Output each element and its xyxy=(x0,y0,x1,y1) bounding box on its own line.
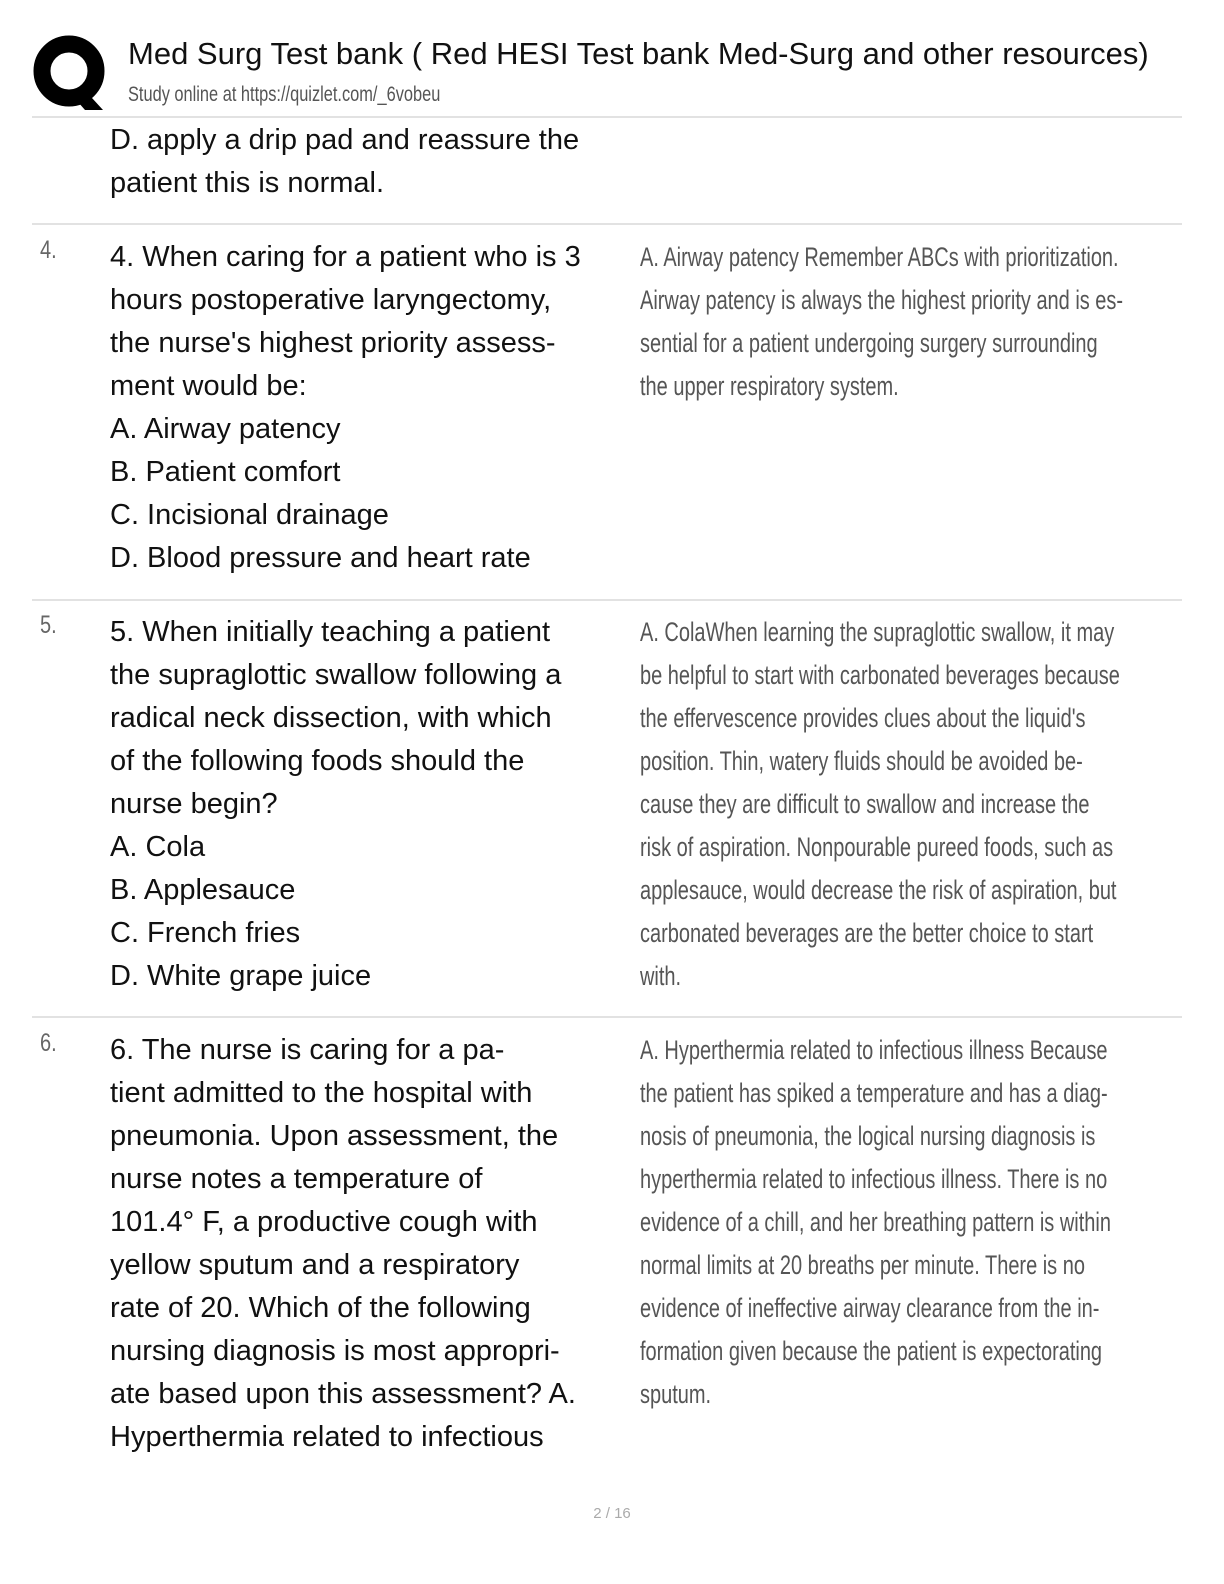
term-text xyxy=(110,236,581,580)
definition-text-line: with. xyxy=(640,961,682,991)
definition-text-line: A. Hyperthermia related to infectious illness Because xyxy=(640,1035,1108,1065)
definition-text-line: the upper respiratory system. xyxy=(640,371,899,401)
term-text-line: 4. When caring for a patient who is 3 xyxy=(110,241,581,273)
term-text-line: B. Patient comfort xyxy=(110,456,341,488)
definition-text-line: the effervescence provides clues about the liquid's xyxy=(640,703,1086,733)
term-text-line: nursing diagnosis is most appropri- xyxy=(110,1335,560,1367)
definition-text-line: A. Airway patency Remember ABCs with prioritization. xyxy=(640,242,1119,272)
term-text-line: D. Blood pressure and heart rate xyxy=(110,542,531,574)
term-text-line: A. Cola xyxy=(110,831,206,863)
term-text-line: 6. The nurse is caring for a pa- xyxy=(110,1034,505,1066)
term-text-line: D. White grape juice xyxy=(110,960,372,992)
definition-text-line: applesauce, would decrease the risk of aspiration, but xyxy=(640,875,1117,905)
header-divider xyxy=(32,116,1182,118)
quizlet-logo-icon xyxy=(33,34,109,112)
term-text-line: the supraglottic swallow following a xyxy=(110,659,562,691)
definition-text-line: evidence of a chill, and her breathing pattern is within xyxy=(640,1207,1111,1237)
term-text-line: nurse notes a temperature of xyxy=(110,1163,483,1195)
term-text-line: radical neck dissection, with which xyxy=(110,702,552,734)
row-divider xyxy=(32,223,1182,225)
definition-text-line: normal limits at 20 breaths per minute. There is no xyxy=(640,1250,1085,1280)
term-text-line: tient admitted to the hospital with xyxy=(110,1077,533,1109)
term-text-line: ate based upon this assessment? A. xyxy=(110,1378,576,1410)
definition-text-line: sputum. xyxy=(640,1379,712,1409)
definition-text-line: be helpful to start with carbonated beverages because xyxy=(640,660,1120,690)
term-text-line: pneumonia. Upon assessment, the xyxy=(110,1120,559,1152)
definition-text-line: carbonated beverages are the better choice to start xyxy=(640,918,1094,948)
document-title: Med Surg Test bank ( Red HESI Test bank Med-Surg and other resources) xyxy=(128,36,1149,71)
definition-text-line: nosis of pneumonia, the logical nursing diagnosis is xyxy=(640,1121,1096,1151)
study-online-link[interactable]: Study online at https://quizlet.com/_6vobeu xyxy=(128,83,441,106)
term-text-line: 5. When initially teaching a patient xyxy=(110,616,551,648)
term-text-line: 101.4° F, a productive cough with xyxy=(110,1206,538,1238)
definition-text-line: hyperthermia related to infectious illness. There is no xyxy=(640,1164,1108,1194)
term-text-line: D. apply a drip pad and reassure the xyxy=(110,124,580,156)
term-text-line: patient this is normal. xyxy=(110,167,385,199)
card-number: 4. xyxy=(40,236,57,264)
definition-text-line: A. ColaWhen learning the supraglottic swallow, it may xyxy=(640,617,1115,647)
term-text-line: hours postoperative laryngectomy, xyxy=(110,284,552,316)
term-text-line: A. Airway patency xyxy=(110,413,341,445)
term-text-line: C. Incisional drainage xyxy=(110,499,389,531)
term-text-line: Hyperthermia related to infectious xyxy=(110,1421,544,1453)
card-number: 6. xyxy=(40,1029,57,1057)
definition-text xyxy=(640,236,1224,408)
term-text xyxy=(110,611,561,998)
page-number: 2 / 16 xyxy=(593,1505,631,1522)
term-text-line: the nurse's highest priority assess- xyxy=(110,327,556,359)
term-text-line: B. Applesauce xyxy=(110,874,296,906)
term-text-line: rate of 20. Which of the following xyxy=(110,1292,531,1324)
term-text-line: C. French fries xyxy=(110,917,301,949)
definition-text-line: the patient has spiked a temperature and has a diag- xyxy=(640,1078,1108,1108)
definition-text xyxy=(640,611,1224,998)
definition-text-line: formation given because the patient is expectorating xyxy=(640,1336,1103,1366)
term-text-line: yellow sputum and a respiratory xyxy=(110,1249,520,1281)
term-text-line: nurse begin? xyxy=(110,788,278,820)
definition-text-line: position. Thin, watery fluids should be avoided be- xyxy=(640,746,1083,776)
definition-text xyxy=(640,1029,1224,1416)
definition-text-line: risk of aspiration. Nonpourable pureed foods, such as xyxy=(640,832,1114,862)
row-divider xyxy=(32,599,1182,601)
row-divider xyxy=(32,1016,1182,1018)
term-text xyxy=(110,1029,576,1459)
definition-text-line: sential for a patient undergoing surgery surrounding xyxy=(640,328,1098,358)
term-text-line: of the following foods should the xyxy=(110,745,525,777)
definition-text-line: cause they are difficult to swallow and increase the xyxy=(640,789,1090,819)
definition-text-line: Airway patency is always the highest priority and is es- xyxy=(640,285,1124,315)
term-text xyxy=(110,119,579,205)
definition-text-line: evidence of ineffective airway clearance from the in- xyxy=(640,1293,1100,1323)
card-number: 5. xyxy=(40,611,57,639)
term-text-line: ment would be: xyxy=(110,370,307,402)
